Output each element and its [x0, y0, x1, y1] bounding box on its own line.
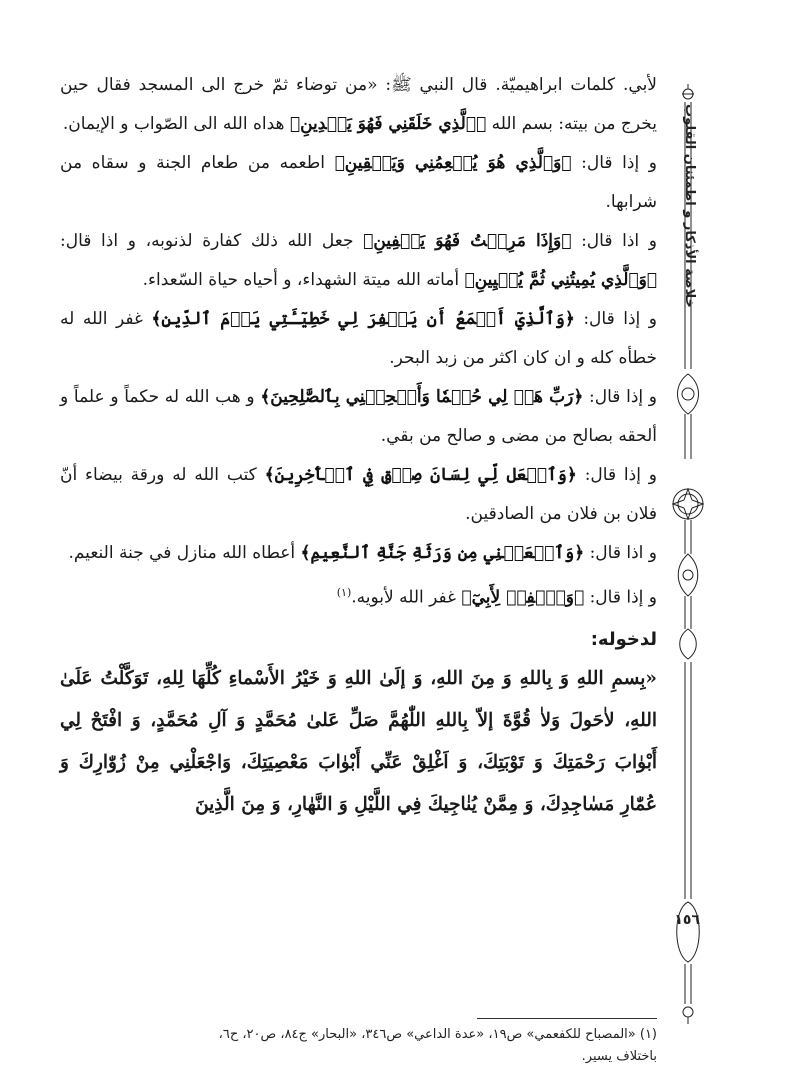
paragraph: [60, 534, 657, 573]
text-run: و إذا قال:: [574, 309, 657, 329]
section-heading: لدخوله:: [590, 628, 657, 650]
text-run: و اذا قال:: [571, 231, 657, 251]
text-run: غفر الله له خطأه كله و ان كان اكثر من زبد البحر.: [60, 309, 657, 368]
supplication-text: «بِسمِ اللهِ وَ بِاللهِ وَ مِنَ اللهِ، وَ إلَىٰ اللهِ وَ خَيْرُ الأَسْماءِ كُلِّهَا لِلهِ، تَوَكَّلْتُ عَلَىٰ اللهِ، لاٰحَولَ وَلاٰ قُوَّةَ إلاّ بِاللهِ اللّٰهُمَّ صَلِّ عَلىٰ مُحَمَّدٍ وَ آلِ مُحَمَّدٍ، وَ افْتَحْ لِي أَبْوٰابَ رَحْمَتِكَ وَ تَوْبَتِكَ، وَ اَغْلِقْ عَنِّي أَبْوٰابَ مَعْصِيَتِكَ، وَاجْعَلْنِي مِنْ زُوّٰارِكَ وَ عُمّٰارِ مَسٰاجِدِكَ، وَ مِمَّنْ يُنٰاجِيكَ فِي اللَّيْلِ وَ النَّهٰارِ، وَ مِنَ الَّذِينَ: [60, 667, 657, 815]
quran-verse: ﴿ٱلَّذِي خَلَقَنِي فَهُوَ يَهۡدِينِ﴾: [289, 114, 487, 134]
page-number: ١٥٦: [674, 912, 700, 928]
text-run: و إذا قال:: [576, 465, 658, 485]
text-run: و اذا قال:: [584, 543, 657, 563]
paragraph: [60, 144, 657, 222]
text-run: و هب الله له حكماً و علماً و ألحقه بصالح من مضى و صالح من بقي.: [60, 387, 657, 446]
paragraph: [60, 222, 657, 300]
running-title: خلاصة الأذكار و اطمئنان القلوب: [682, 104, 697, 308]
quran-verse: ﴿وَٱجۡعَلۡنِي مِن وَرَثَةِ جَنَّةِ ٱلنَّعِيمِ﴾: [300, 543, 585, 563]
footnote-line: (١) «المصباح للكفعمي» ص١٩، «عدة الداعي» ص٣٤٦، «البحار» ج٨٤، ص٢٠، ح٦،: [218, 1027, 657, 1042]
text-run: غفر الله لأبويه.: [351, 587, 462, 608]
quran-verse: ﴿وَٱلَّذِي هُوَ يُطۡعِمُنِي وَيَسۡقِينِ﴾: [334, 153, 572, 173]
paragraph-list: [60, 66, 657, 618]
footnote-divider: [477, 1018, 657, 1019]
text-run: لأبي. كلمات ابراهيميّة. قال النبي ﷺ: «من توضاء ثمّ خرج الى المسجد فقال حين يخرج من بيته: بسم الله: [60, 75, 657, 134]
footnote-line: باختلاف يسير.: [581, 1049, 657, 1064]
paragraph: [60, 573, 657, 618]
quran-verse: ﴿وَٱغۡفِرۡ لِأَبِيٓ﴾: [461, 587, 585, 608]
paragraph: [60, 66, 657, 144]
text-run: أعطاه الله منازل في جنة النعيم.: [68, 543, 301, 563]
text-run: اطعمه من طعام الجنة و سقاه من شرابها.: [60, 153, 657, 212]
text-run: و إذا قال:: [584, 587, 657, 608]
footnote: [60, 1024, 657, 1068]
footnote-marker: (١): [336, 586, 352, 599]
quran-verse: ﴿وَٱلَّذِي يُمِيتُنِي ثُمَّ يُحۡيِينِ﴾: [464, 270, 657, 290]
paragraph: [60, 456, 657, 534]
text-run: و إذا قال:: [571, 153, 658, 173]
text-run: كتب الله له ورقة بيضاء أنّ فلان بن فلان من الصادقين.: [60, 465, 657, 524]
main-text: [60, 66, 657, 826]
text-run: أماته الله ميتة الشهداء، و أحياه حياة السّعداء.: [142, 270, 465, 290]
quran-verse: ﴿وَإِذَا مَرِضۡتُ فَهُوَ يَشۡفِينِ﴾: [363, 231, 572, 251]
paragraph: [60, 300, 657, 378]
text-run: و إذا قال:: [583, 387, 657, 407]
paragraph: [60, 378, 657, 456]
text-run: هداه الله الى الصّواب و الإيمان.: [62, 114, 290, 134]
quran-verse: ﴿وَٱلَّذِيٓ أَطۡمَعُ أَن يَغۡفِرَ لِي خَطِيٓـَٔتِي يَوۡمَ ٱلدِّينِ﴾: [151, 309, 575, 329]
text-run: جعل الله ذلك كفارة لذنوبه، و اذا قال:: [60, 231, 364, 251]
quran-verse: ﴿رَبِّ هَبۡ لِي حُكۡمٗا وَأَلۡحِقۡنِي بِٱلصَّٰلِحِينَ﴾: [260, 387, 584, 407]
quran-verse: ﴿وَٱجۡعَل لِّي لِسَانَ صِدۡقٖ فِي ٱلۡأٓخِرِينَ﴾: [264, 465, 577, 485]
